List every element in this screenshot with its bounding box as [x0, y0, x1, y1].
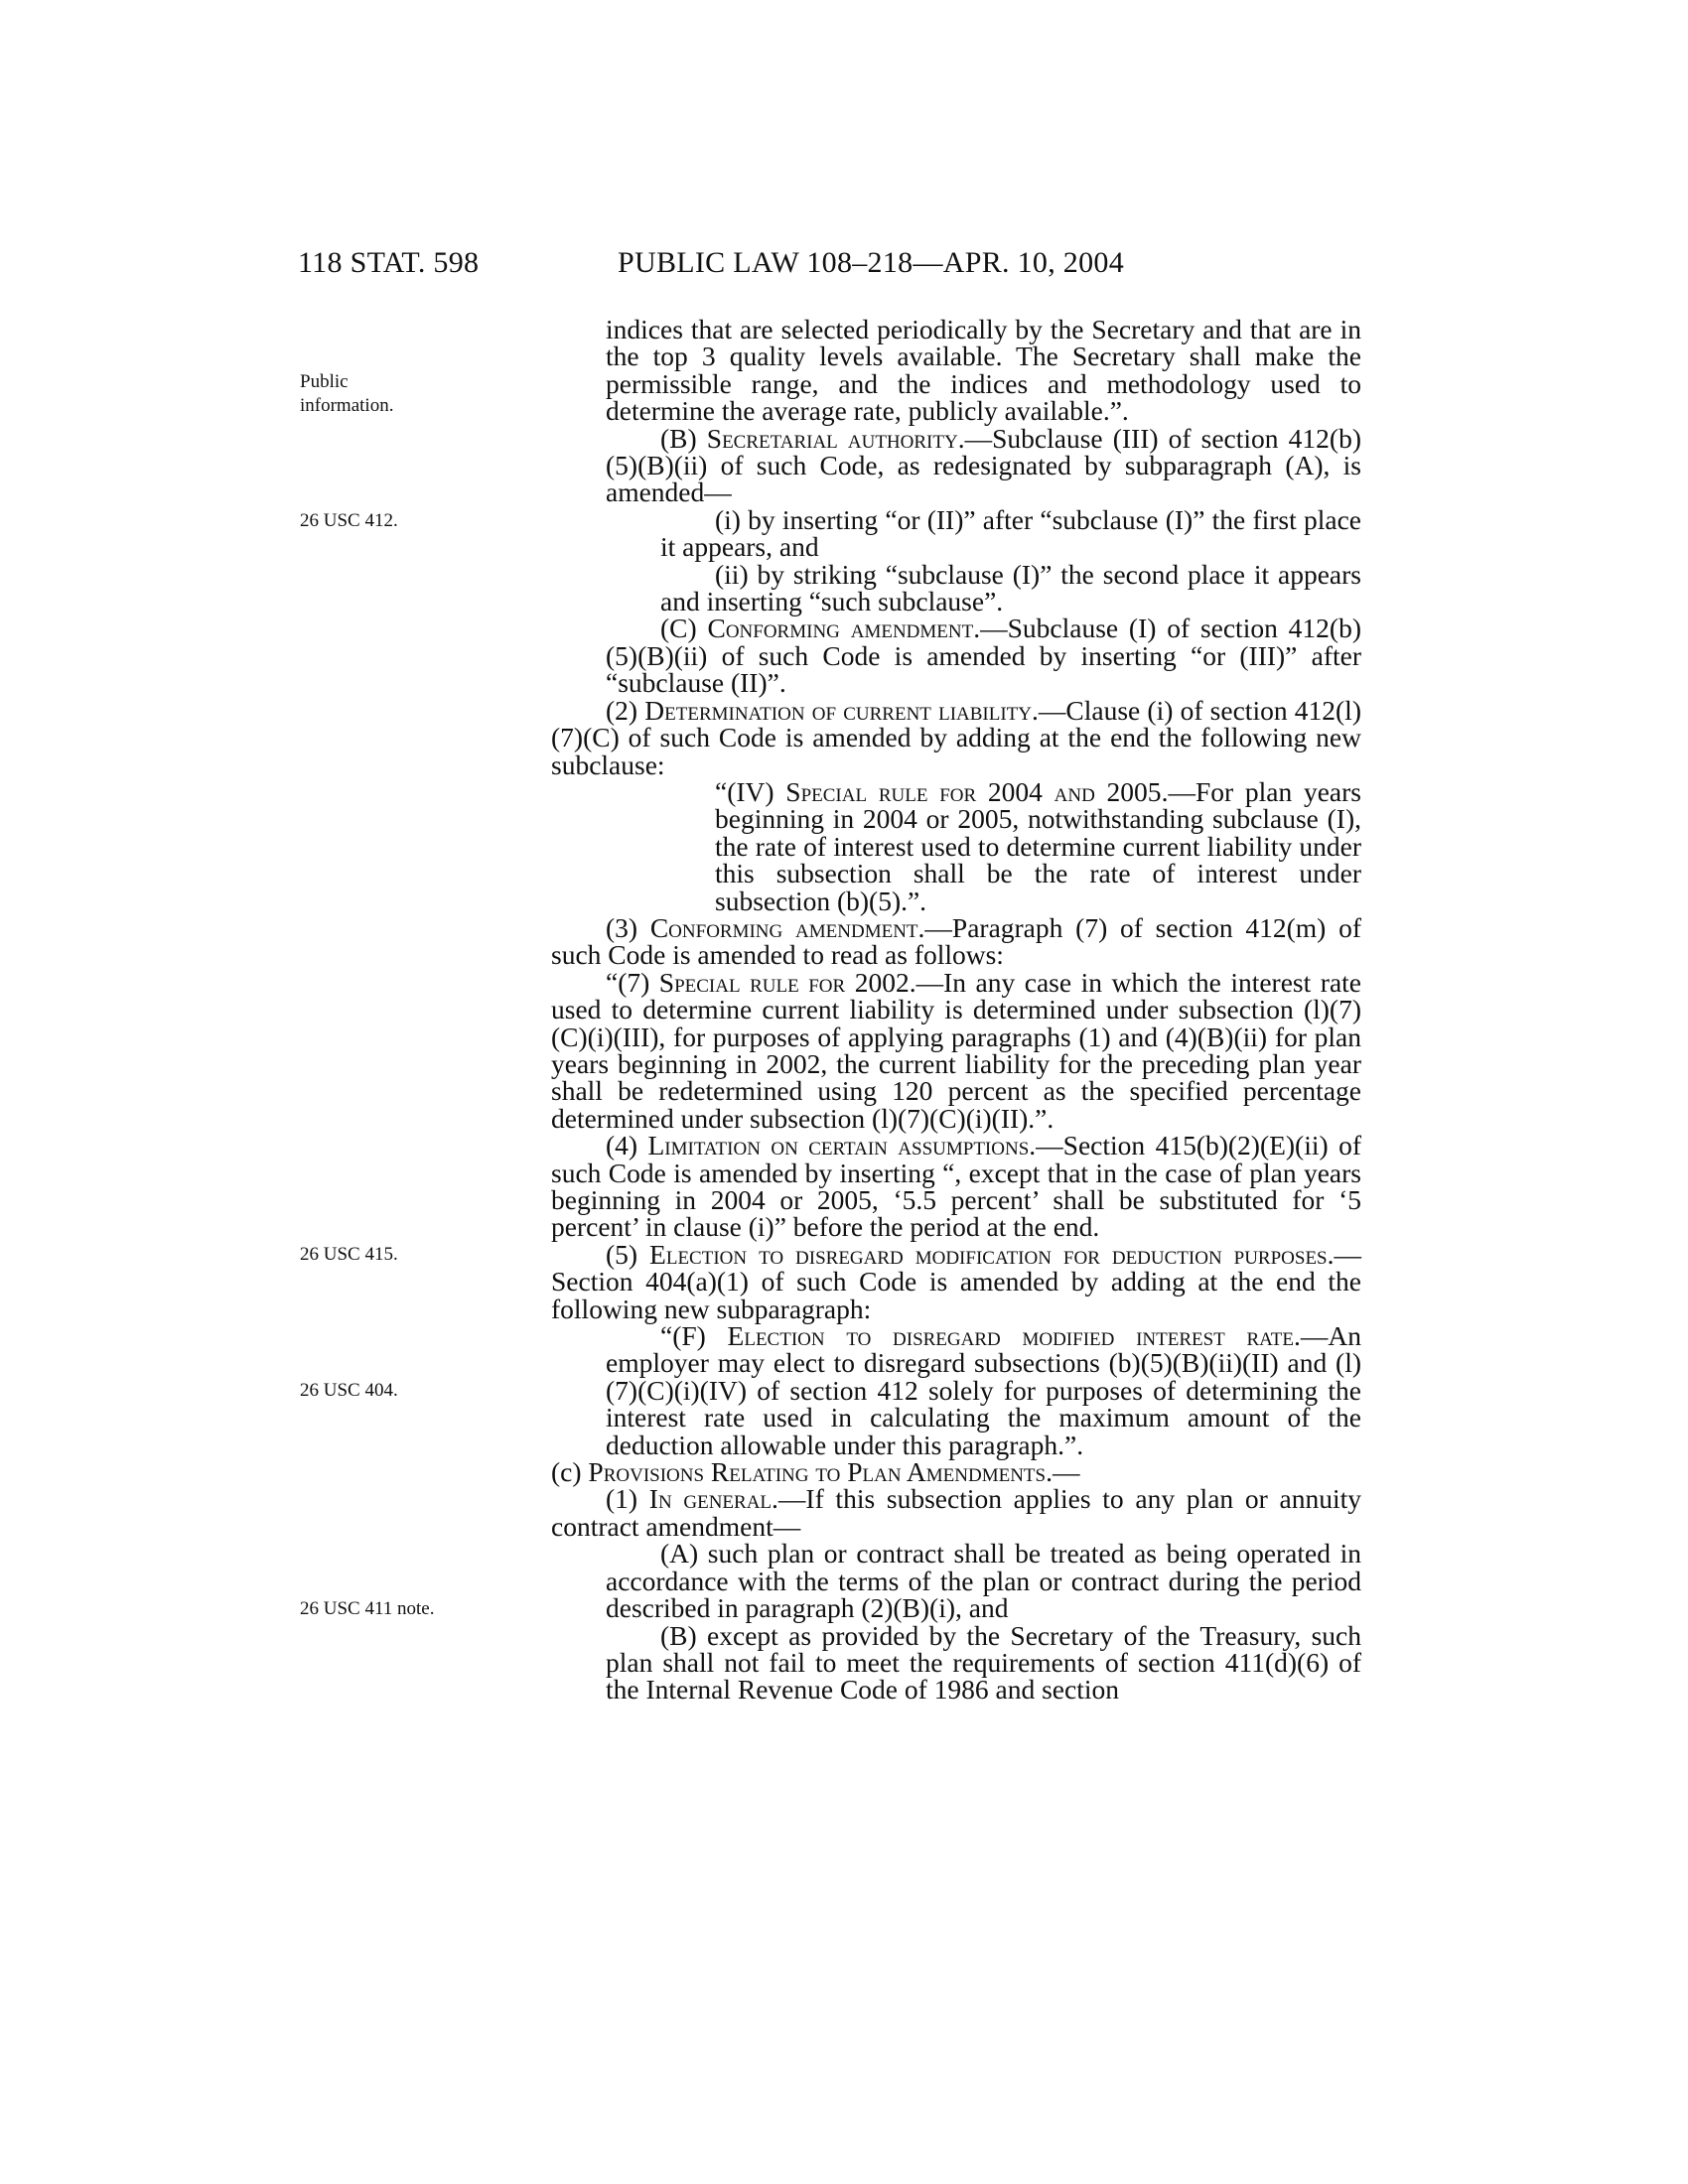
heading: Election to disregard modification for deduction purposes [649, 1238, 1328, 1270]
heading: Provisions Relating to Plan Amendments [588, 1456, 1047, 1488]
heading: Determination of current liability [644, 694, 1033, 726]
heading: Conforming amendment [649, 911, 918, 943]
paragraph-4-limitation-on-certain-assumptions: (4) Limitation on certain assumptions.—Section 415(b)(2)(E)(ii) of such Code is amended by inserting “, except that in the case of plan years beginning in 2004 or 2005, ‘5.5 percent’ shall be substituted for ‘5 percent’ in clause (i)” before the period at the end. [551, 1130, 1361, 1243]
margin-note-26-usc-412: 26 USC 412. [300, 510, 398, 531]
clause-i: (i) by inserting “or (II)” after “subclause (I)” the first place it appears, and [660, 503, 1361, 563]
subclause-iv-special-rule-2004-2005: “(IV) Special rule for 2004 and 2005.—For plan years beginning in 2004 or 2005, notwithstanding subclause (I), the rate of interest used to determine current liability under this subsection shall be the rate of interest under subsection (b)(5).”. [715, 775, 1361, 916]
margin-note-26-usc-415: 26 USC 415. [300, 1244, 398, 1265]
heading: Conforming amendment [707, 613, 974, 644]
paragraph-2-determination-of-current-liability: (2) Determination of current liability.—Clause (i) of section 412(l)(7)(C) of such Code is amended by adding at the end the following new subclause: [551, 694, 1361, 780]
running-head: PUBLIC LAW 108–218—APR. 10, 2004 [618, 246, 1125, 279]
subsection-c-plan-amendments: (c) Provisions Relating to Plan Amendments.— [551, 1456, 1080, 1488]
clause-ii: (ii) by striking “subclause (I)” the second place it appears and inserting “such subclause”. [660, 558, 1361, 617]
margin-note-public-information [300, 370, 393, 418]
subparagraph-c-conforming-amendment: (C) Conforming amendment.—Subclause (I) of section 412(b)(5)(B)(ii) of such Code is amended by inserting “or (III)” after “subclause (II)”. [606, 613, 1361, 699]
stat-page-number: 118 STAT. 598 [298, 246, 480, 279]
heading: Election to disregard modified interest rate [727, 1320, 1294, 1352]
margin-note-line: Public [300, 371, 349, 392]
heading: Special rule for 2002 [658, 966, 910, 998]
subparagraph-f-election-modified-interest-rate: “(F) Election to disregard modified interest rate.—An employer may elect to disregard subsections (b)(5)(B)(ii)(II) and (l)(7)(C)(i)(IV) of section 412 solely for purposes of determining the interest rate used in calculating the maximum amount of the deduction allowable under this paragraph.”. [606, 1320, 1361, 1460]
margin-note-26-usc-411-note: 26 USC 411 note. [300, 1598, 435, 1619]
heading: Limitation on certain assumptions [647, 1130, 1030, 1161]
paragraph-3-conforming-amendment: (3) Conforming amendment.—Paragraph (7) of section 412(m) of such Code is amended to read as follows: [551, 911, 1361, 971]
heading: Special rule for 2004 and 2005 [785, 775, 1162, 807]
heading: In general [648, 1483, 773, 1515]
paragraph-7-special-rule-2002: “(7) Special rule for 2002.—In any case in which the interest rate used to determine current liability is determined under subsection (l)(7)(C)(i)(III), for purposes of applying paragraphs (1) and (4)(B)(ii) for plan years beginning in 2002, the current liability for the preceding plan year shall be redetermined using 120 percent as the specified percentage determined under subsection (l)(7)(C)(i)(II).”. [551, 966, 1361, 1134]
margin-note-26-usc-404: 26 USC 404. [300, 1380, 398, 1401]
subparagraph-a: (A) such plan or contract shall be treated as being operated in accordance with the terms of the plan or contract during the period described in paragraph (2)(B)(i), and [606, 1538, 1361, 1624]
subparagraph-b: (B) except as provided by the Secretary of the Treasury, such plan shall not fail to meet the requirements of section 411(d)(6) of the Internal Revenue Code of 1986 and section [606, 1619, 1361, 1706]
statute-body [551, 316, 1361, 1704]
paragraph-1-in-general: (1) In general.—If this subsection applies to any plan or annuity contract amendment— [551, 1483, 1361, 1542]
paragraph-continued: indices that are selected periodically by the Secretary and that are in the top 3 quality levels available. The Secretary shall make the permissible range, and the indices and methodology used to determine the average rate, publicly available.”. [606, 314, 1361, 427]
paragraph-5-election-to-disregard: (5) Election to disregard modification for deduction purposes.—Section 404(a)(1) of such Code is amended by adding at the end the following new subparagraph: [551, 1238, 1361, 1324]
subparagraph-b-secretarial-authority: (B) Secretarial authority.—Subclause (III) of section 412(b)(5)(B)(ii) of such Code, as redesignated by subparagraph (A), is amended— [606, 422, 1361, 508]
margin-note-line: information. [300, 395, 394, 416]
heading: Secretarial authority [706, 422, 958, 454]
